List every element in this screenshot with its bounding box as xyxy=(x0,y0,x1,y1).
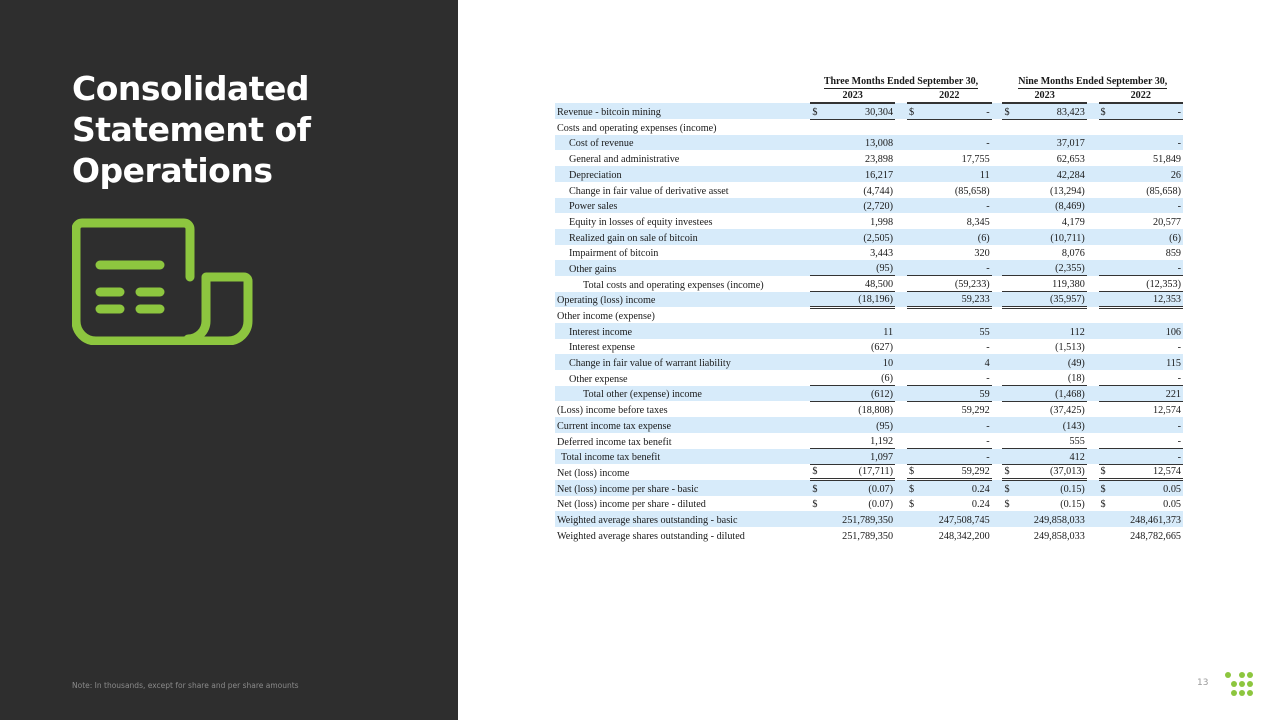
row-label: Change in fair value of warrant liability xyxy=(555,354,810,370)
row-label: Other gains xyxy=(555,260,810,276)
value-cell: 320 xyxy=(974,248,990,260)
value-cell: - xyxy=(1110,198,1183,214)
value-cell: 4,179 xyxy=(1061,216,1085,228)
currency-symbol: $ xyxy=(1099,103,1111,119)
currency-symbol xyxy=(1099,213,1111,229)
currency-symbol xyxy=(907,119,919,135)
currency-symbol xyxy=(1099,354,1111,370)
value-cell: - xyxy=(919,103,992,119)
table-row xyxy=(555,292,1183,308)
value-cell: (17,711) xyxy=(822,464,895,480)
table-row xyxy=(555,354,1183,370)
currency-symbol xyxy=(1002,213,1014,229)
value-cell: 59,233 xyxy=(919,292,992,308)
slide-title xyxy=(72,68,412,191)
currency-symbol xyxy=(907,339,919,355)
value-cell: 555 xyxy=(1014,433,1087,449)
table-row xyxy=(555,150,1183,166)
currency-symbol xyxy=(1099,245,1111,261)
currency-symbol xyxy=(1002,354,1014,370)
currency-symbol xyxy=(907,511,919,527)
year-header: 2022 xyxy=(907,88,992,104)
value-cell: 221 xyxy=(1110,386,1183,402)
value-cell xyxy=(1014,307,1087,323)
currency-symbol xyxy=(810,401,822,417)
currency-symbol: $ xyxy=(908,499,915,511)
currency-symbol xyxy=(1099,292,1111,308)
currency-symbol xyxy=(907,527,919,543)
currency-symbol xyxy=(1002,433,1014,449)
currency-symbol xyxy=(1002,527,1014,543)
row-label: Net (loss) income per share - diluted xyxy=(557,499,706,511)
currency-symbol xyxy=(810,135,822,151)
currency-symbol: $ xyxy=(1002,480,1014,496)
currency-symbol xyxy=(1002,449,1014,465)
table-row xyxy=(555,527,1183,543)
currency-symbol xyxy=(810,323,822,339)
value-cell: 1,097 xyxy=(822,449,895,465)
value-cell: (18) xyxy=(1014,370,1087,386)
row-label: Net (loss) income per share - basic xyxy=(555,480,810,496)
currency-symbol: $ xyxy=(810,480,822,496)
table-row xyxy=(555,276,1183,292)
currency-symbol xyxy=(1099,527,1111,543)
value-cell: (37,013) xyxy=(1014,464,1087,480)
currency-symbol xyxy=(1099,198,1111,214)
currency-symbol: $ xyxy=(812,499,818,511)
currency-symbol: $ xyxy=(907,103,919,119)
currency-symbol xyxy=(1099,229,1111,245)
currency-symbol xyxy=(810,260,822,276)
value-cell: 1,192 xyxy=(822,433,895,449)
value-cell: (18,808) xyxy=(858,405,894,417)
currency-symbol xyxy=(907,166,919,182)
currency-symbol xyxy=(810,370,822,386)
table-row xyxy=(555,198,1183,214)
currency-symbol xyxy=(810,213,822,229)
value-cell: 26 xyxy=(1110,166,1183,182)
row-label: Interest income xyxy=(555,323,810,339)
title-line: Consolidated xyxy=(72,69,309,108)
value-cell: - xyxy=(1110,370,1183,386)
value-cell: 0.05 xyxy=(1163,499,1181,511)
value-cell xyxy=(1014,119,1087,135)
row-label: Costs and operating expenses (income) xyxy=(557,122,717,134)
currency-symbol xyxy=(810,307,822,323)
row-label: Net (loss) income xyxy=(557,467,630,479)
currency-symbol xyxy=(1099,386,1111,402)
value-cell: 23,898 xyxy=(865,154,894,166)
value-cell: 59,292 xyxy=(919,464,992,480)
page-number: 13 xyxy=(1197,678,1209,688)
table-body xyxy=(555,103,1183,542)
table-row xyxy=(555,370,1183,386)
value-cell: 247,508,745 xyxy=(919,511,992,527)
currency-symbol: $ xyxy=(1002,464,1014,480)
value-cell: 3,443 xyxy=(870,248,894,260)
value-cell: - xyxy=(919,433,992,449)
value-cell: (85,658) xyxy=(954,185,990,197)
currency-symbol xyxy=(1002,401,1014,417)
value-cell: 59 xyxy=(919,386,992,402)
row-label: Realized gain on sale of bitcoin xyxy=(555,229,810,245)
value-cell: (0.15) xyxy=(1060,499,1085,511)
value-cell: - xyxy=(1110,433,1183,449)
value-cell: 0.24 xyxy=(971,499,990,511)
currency-symbol xyxy=(810,449,822,465)
value-cell: (49) xyxy=(1014,354,1087,370)
currency-symbol xyxy=(1099,323,1111,339)
currency-symbol xyxy=(907,213,919,229)
table-row xyxy=(555,166,1183,182)
currency-symbol xyxy=(907,433,919,449)
value-cell: 8,076 xyxy=(1061,248,1085,260)
value-cell: - xyxy=(1110,417,1183,433)
row-label: Other income (expense) xyxy=(557,311,655,322)
table-row xyxy=(555,245,1183,261)
value-cell: (1,468) xyxy=(1014,386,1087,402)
value-cell: (18,196) xyxy=(822,292,895,308)
row-label: Interest expense xyxy=(569,342,635,354)
value-cell xyxy=(822,119,895,135)
value-cell: (627) xyxy=(870,342,894,354)
table-row xyxy=(555,401,1183,417)
value-cell: (6) xyxy=(919,229,992,245)
table-row xyxy=(555,119,1183,135)
currency-symbol xyxy=(1099,135,1111,151)
currency-symbol xyxy=(1002,511,1014,527)
value-cell: (95) xyxy=(822,260,895,276)
value-cell: 251,789,350 xyxy=(822,511,895,527)
currency-symbol xyxy=(907,276,919,292)
value-cell: (4,744) xyxy=(863,185,894,197)
value-cell: 248,461,373 xyxy=(1110,511,1183,527)
currency-symbol xyxy=(1099,449,1111,465)
currency-symbol xyxy=(810,339,822,355)
row-label: General and administrative xyxy=(569,154,680,166)
table-row xyxy=(555,386,1183,402)
value-cell: - xyxy=(919,198,992,214)
currency-symbol xyxy=(810,276,822,292)
row-label: Operating (loss) income xyxy=(555,292,810,308)
value-cell: 16,217 xyxy=(822,166,895,182)
value-cell: 119,380 xyxy=(1014,276,1087,292)
row-label: Revenue - bitcoin mining xyxy=(555,103,810,119)
value-cell: 0.24 xyxy=(919,480,992,496)
value-cell: 248,782,665 xyxy=(1130,530,1181,542)
currency-symbol: $ xyxy=(1099,480,1111,496)
value-cell: - xyxy=(1177,342,1181,354)
row-label: Other expense xyxy=(569,373,628,385)
value-cell: (10,711) xyxy=(1014,229,1087,245)
currency-symbol xyxy=(810,166,822,182)
value-cell: (8,469) xyxy=(1014,198,1087,214)
value-cell: - xyxy=(919,449,992,465)
year-header: 2023 xyxy=(1002,88,1086,104)
period-header-nine-months: Nine Months Ended September 30, xyxy=(1018,75,1168,87)
statement-of-operations-table xyxy=(555,72,1183,543)
table-row xyxy=(555,229,1183,245)
currency-symbol: $ xyxy=(810,464,822,480)
currency-symbol xyxy=(1099,401,1111,417)
currency-symbol: $ xyxy=(810,103,822,119)
row-label: Change in fair value of derivative asset xyxy=(569,185,729,197)
currency-symbol xyxy=(810,245,822,261)
value-cell: 30,304 xyxy=(822,103,895,119)
currency-symbol xyxy=(810,417,822,433)
value-cell: 412 xyxy=(1014,449,1087,465)
value-cell: (2,720) xyxy=(822,198,895,214)
value-cell: (95) xyxy=(822,417,895,433)
value-cell: (6) xyxy=(822,370,895,386)
value-cell: 0.05 xyxy=(1110,480,1183,496)
currency-symbol: $ xyxy=(1004,499,1010,511)
title-line: Operations xyxy=(72,151,273,190)
currency-symbol xyxy=(1002,307,1014,323)
row-label: Impairment of bitcoin xyxy=(569,248,659,260)
value-cell: - xyxy=(1110,260,1183,276)
currency-symbol xyxy=(1002,276,1014,292)
value-cell: (59,233) xyxy=(919,276,992,292)
value-cell: 11 xyxy=(919,166,992,182)
row-label: (Loss) income before taxes xyxy=(557,405,668,417)
value-cell: 249,858,033 xyxy=(1014,511,1087,527)
currency-symbol xyxy=(810,527,822,543)
table-row xyxy=(555,323,1183,339)
value-cell: - xyxy=(919,135,992,151)
value-cell: 11 xyxy=(822,323,895,339)
value-cell: - xyxy=(919,417,992,433)
value-cell: 106 xyxy=(1110,323,1183,339)
currency-symbol xyxy=(1002,370,1014,386)
year-header: 2023 xyxy=(810,88,895,104)
currency-symbol: $ xyxy=(1002,103,1014,119)
currency-symbol xyxy=(1099,417,1111,433)
value-cell: 20,577 xyxy=(1152,216,1181,228)
currency-symbol xyxy=(810,150,822,166)
table-row xyxy=(555,339,1183,355)
row-label: Weighted average shares outstanding - diluted xyxy=(557,530,745,542)
value-cell: (35,957) xyxy=(1014,292,1087,308)
currency-symbol xyxy=(1002,229,1014,245)
value-cell: (37,425) xyxy=(1050,405,1085,417)
table-row xyxy=(555,135,1183,151)
row-label: Total other (expense) income xyxy=(555,386,810,402)
value-cell: (0.07) xyxy=(822,480,895,496)
value-cell: - xyxy=(986,342,990,354)
value-cell: 251,789,350 xyxy=(842,530,894,542)
currency-symbol xyxy=(907,150,919,166)
currency-symbol xyxy=(810,433,822,449)
value-cell xyxy=(822,307,895,323)
currency-symbol xyxy=(1099,276,1111,292)
currency-symbol xyxy=(810,511,822,527)
currency-symbol xyxy=(1099,182,1111,198)
currency-symbol xyxy=(907,260,919,276)
row-label: Total costs and operating expenses (income) xyxy=(583,279,764,291)
left-panel xyxy=(0,0,458,720)
currency-symbol xyxy=(810,119,822,135)
currency-symbol xyxy=(907,417,919,433)
row-label: Power sales xyxy=(555,198,810,214)
currency-symbol xyxy=(810,354,822,370)
value-cell: 12,574 xyxy=(1110,464,1183,480)
value-cell: 37,017 xyxy=(1014,135,1087,151)
currency-symbol xyxy=(1002,417,1014,433)
currency-symbol xyxy=(1002,245,1014,261)
value-cell: 13,008 xyxy=(822,135,895,151)
period-header-three-months: Three Months Ended September 30, xyxy=(823,75,979,87)
value-cell: 10 xyxy=(822,354,895,370)
currency-symbol xyxy=(907,198,919,214)
currency-symbol xyxy=(1002,260,1014,276)
currency-symbol xyxy=(907,245,919,261)
currency-symbol xyxy=(907,401,919,417)
currency-symbol xyxy=(1002,182,1014,198)
value-cell: 1,998 xyxy=(870,216,894,228)
table-row xyxy=(555,464,1183,480)
table-row xyxy=(555,307,1183,323)
currency-symbol xyxy=(1002,198,1014,214)
period-header-row xyxy=(555,72,1183,88)
value-cell: - xyxy=(1110,135,1183,151)
currency-symbol: $ xyxy=(907,464,919,480)
currency-symbol xyxy=(1099,511,1111,527)
value-cell: (85,658) xyxy=(1146,185,1181,197)
value-cell xyxy=(919,119,992,135)
currency-symbol xyxy=(810,229,822,245)
table-row xyxy=(555,433,1183,449)
row-label: Depreciation xyxy=(555,166,810,182)
currency-symbol xyxy=(1002,119,1014,135)
currency-symbol xyxy=(810,182,822,198)
currency-symbol xyxy=(1002,323,1014,339)
value-cell xyxy=(1110,119,1183,135)
currency-symbol xyxy=(907,307,919,323)
value-cell: 248,342,200 xyxy=(938,530,990,542)
value-cell: 112 xyxy=(1014,323,1087,339)
currency-symbol xyxy=(1002,150,1014,166)
value-cell xyxy=(1110,307,1183,323)
currency-symbol xyxy=(1099,260,1111,276)
currency-symbol: $ xyxy=(1099,464,1111,480)
row-label: Deferred income tax benefit xyxy=(557,436,672,448)
currency-symbol xyxy=(1002,386,1014,402)
dot-grid-logo-icon xyxy=(1224,671,1256,697)
value-cell: 8,345 xyxy=(966,216,990,228)
currency-symbol: $ xyxy=(1100,499,1106,511)
currency-symbol xyxy=(1099,370,1111,386)
value-cell: (1,513) xyxy=(1055,342,1085,354)
value-cell: - xyxy=(919,260,992,276)
value-cell: 12,574 xyxy=(1152,405,1181,417)
currency-symbol xyxy=(810,292,822,308)
footnote: Note: In thousands, except for share and per share amounts xyxy=(72,681,299,690)
table-row xyxy=(555,213,1183,229)
value-cell: 62,653 xyxy=(1056,154,1085,166)
currency-symbol xyxy=(907,292,919,308)
value-cell: 48,500 xyxy=(822,276,895,292)
currency-symbol: $ xyxy=(907,480,919,496)
currency-symbol xyxy=(1002,135,1014,151)
value-cell: - xyxy=(1110,449,1183,465)
value-cell: 4 xyxy=(919,354,992,370)
currency-symbol xyxy=(907,229,919,245)
table-row xyxy=(555,417,1183,433)
value-cell: (612) xyxy=(822,386,895,402)
currency-symbol xyxy=(1099,150,1111,166)
value-cell: 12,353 xyxy=(1110,292,1183,308)
currency-symbol xyxy=(907,323,919,339)
row-label: Cost of revenue xyxy=(555,135,810,151)
value-cell: (13,294) xyxy=(1050,185,1085,197)
value-cell: 42,284 xyxy=(1014,166,1087,182)
currency-symbol xyxy=(1002,339,1014,355)
value-cell: (2,505) xyxy=(822,229,895,245)
currency-symbol xyxy=(1002,292,1014,308)
value-cell: - xyxy=(919,370,992,386)
currency-symbol xyxy=(1099,119,1111,135)
currency-symbol xyxy=(907,370,919,386)
currency-symbol xyxy=(810,198,822,214)
title-line: Statement of xyxy=(72,110,311,149)
value-cell: (2,355) xyxy=(1014,260,1087,276)
currency-symbol xyxy=(907,182,919,198)
value-cell: 17,755 xyxy=(961,154,990,166)
value-cell: 115 xyxy=(1110,354,1183,370)
currency-symbol xyxy=(1099,339,1111,355)
year-header: 2022 xyxy=(1099,88,1183,104)
currency-symbol xyxy=(907,354,919,370)
value-cell: (0.15) xyxy=(1014,480,1087,496)
value-cell: 51,849 xyxy=(1152,154,1181,166)
table-row xyxy=(555,496,1183,512)
currency-symbol xyxy=(907,386,919,402)
newspaper-document-icon xyxy=(72,217,254,345)
value-cell: (6) xyxy=(1110,229,1183,245)
row-label: Current income tax expense xyxy=(555,417,810,433)
currency-symbol xyxy=(1002,166,1014,182)
currency-symbol xyxy=(810,386,822,402)
row-label: Equity in losses of equity investees xyxy=(569,216,713,228)
row-label: Total income tax benefit xyxy=(555,449,810,465)
currency-symbol xyxy=(1099,166,1111,182)
value-cell: 59,292 xyxy=(961,405,990,417)
currency-symbol xyxy=(1099,433,1111,449)
currency-symbol xyxy=(1099,307,1111,323)
value-cell: (12,353) xyxy=(1110,276,1183,292)
table-row xyxy=(555,260,1183,276)
value-cell: (143) xyxy=(1014,417,1087,433)
value-cell: 249,858,033 xyxy=(1033,530,1085,542)
table-row xyxy=(555,511,1183,527)
value-cell: 859 xyxy=(1165,248,1181,260)
currency-symbol xyxy=(907,449,919,465)
table-row xyxy=(555,103,1183,119)
value-cell xyxy=(919,307,992,323)
currency-symbol xyxy=(907,135,919,151)
value-cell: (0.07) xyxy=(868,499,894,511)
table-row xyxy=(555,449,1183,465)
year-header-row xyxy=(555,88,1183,104)
value-cell: - xyxy=(1110,103,1183,119)
table-row xyxy=(555,480,1183,496)
row-label: Weighted average shares outstanding - basic xyxy=(555,511,810,527)
table-row xyxy=(555,182,1183,198)
value-cell: 55 xyxy=(919,323,992,339)
value-cell: 83,423 xyxy=(1014,103,1087,119)
